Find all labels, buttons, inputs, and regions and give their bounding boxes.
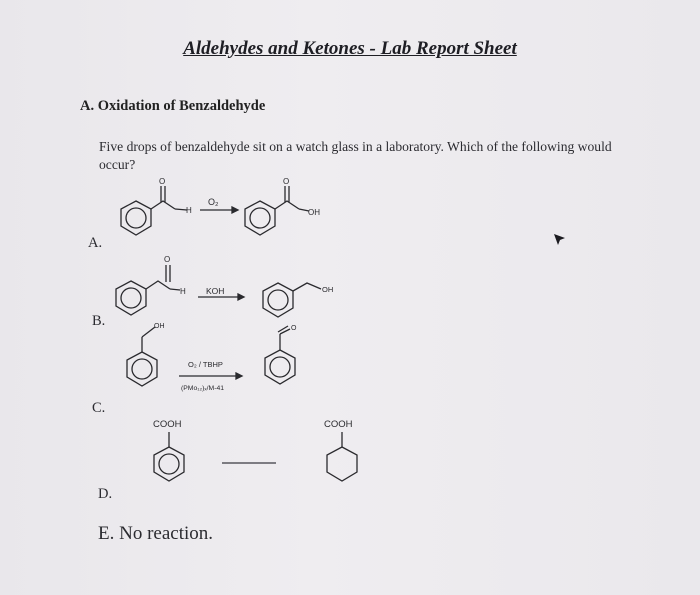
reagent-label-top: O₂ / TBHP [188, 360, 223, 369]
atom-o: O [159, 177, 166, 186]
question-text: Five drops of benzaldehyde sit on a watch glass in a laboratory. Which of the following would occur? [99, 139, 612, 172]
atom-oh: OH [308, 208, 320, 217]
reagent-label-bottom: (PMo₁₂)ₓ/M-41 [181, 385, 225, 392]
arrow-cursor-icon [553, 233, 567, 247]
atom-oh: OH [322, 285, 334, 294]
section-heading: A. Oxidation of Benzaldehyde [80, 98, 266, 114]
atom-oh: OH [154, 323, 165, 330]
option-c-letter[interactable]: C. [92, 400, 106, 416]
cyclohexane-ring [327, 447, 357, 481]
carboxyl-group: COOH [324, 419, 353, 430]
option-d-letter[interactable]: D. [98, 486, 113, 502]
aromatic-circle [250, 208, 270, 228]
option-a-reaction [121, 186, 309, 235]
atom-o: O [164, 255, 171, 264]
atom-o: O [283, 177, 290, 186]
aromatic-circle [159, 454, 179, 474]
reagent-label: KOH [206, 286, 225, 296]
aromatic-circle [121, 288, 141, 308]
aromatic-circle [270, 357, 290, 377]
option-c-reaction [127, 326, 295, 386]
atom-o: O [291, 325, 297, 332]
reagent-label: O₂ [208, 197, 219, 207]
option-b-letter[interactable]: B. [92, 313, 106, 329]
aromatic-circle [268, 290, 288, 310]
atom-h: H [180, 287, 186, 296]
atom-h: H [186, 206, 192, 215]
option-a-letter[interactable]: A. [88, 235, 103, 251]
aromatic-circle [132, 359, 152, 379]
page-title: Aldehydes and Ketones - Lab Report Sheet [183, 38, 517, 59]
option-e-text[interactable]: E. No reaction. [98, 523, 214, 544]
aromatic-circle [126, 208, 146, 228]
option-d-reaction [154, 432, 357, 481]
carboxyl-group: COOH [153, 419, 182, 430]
